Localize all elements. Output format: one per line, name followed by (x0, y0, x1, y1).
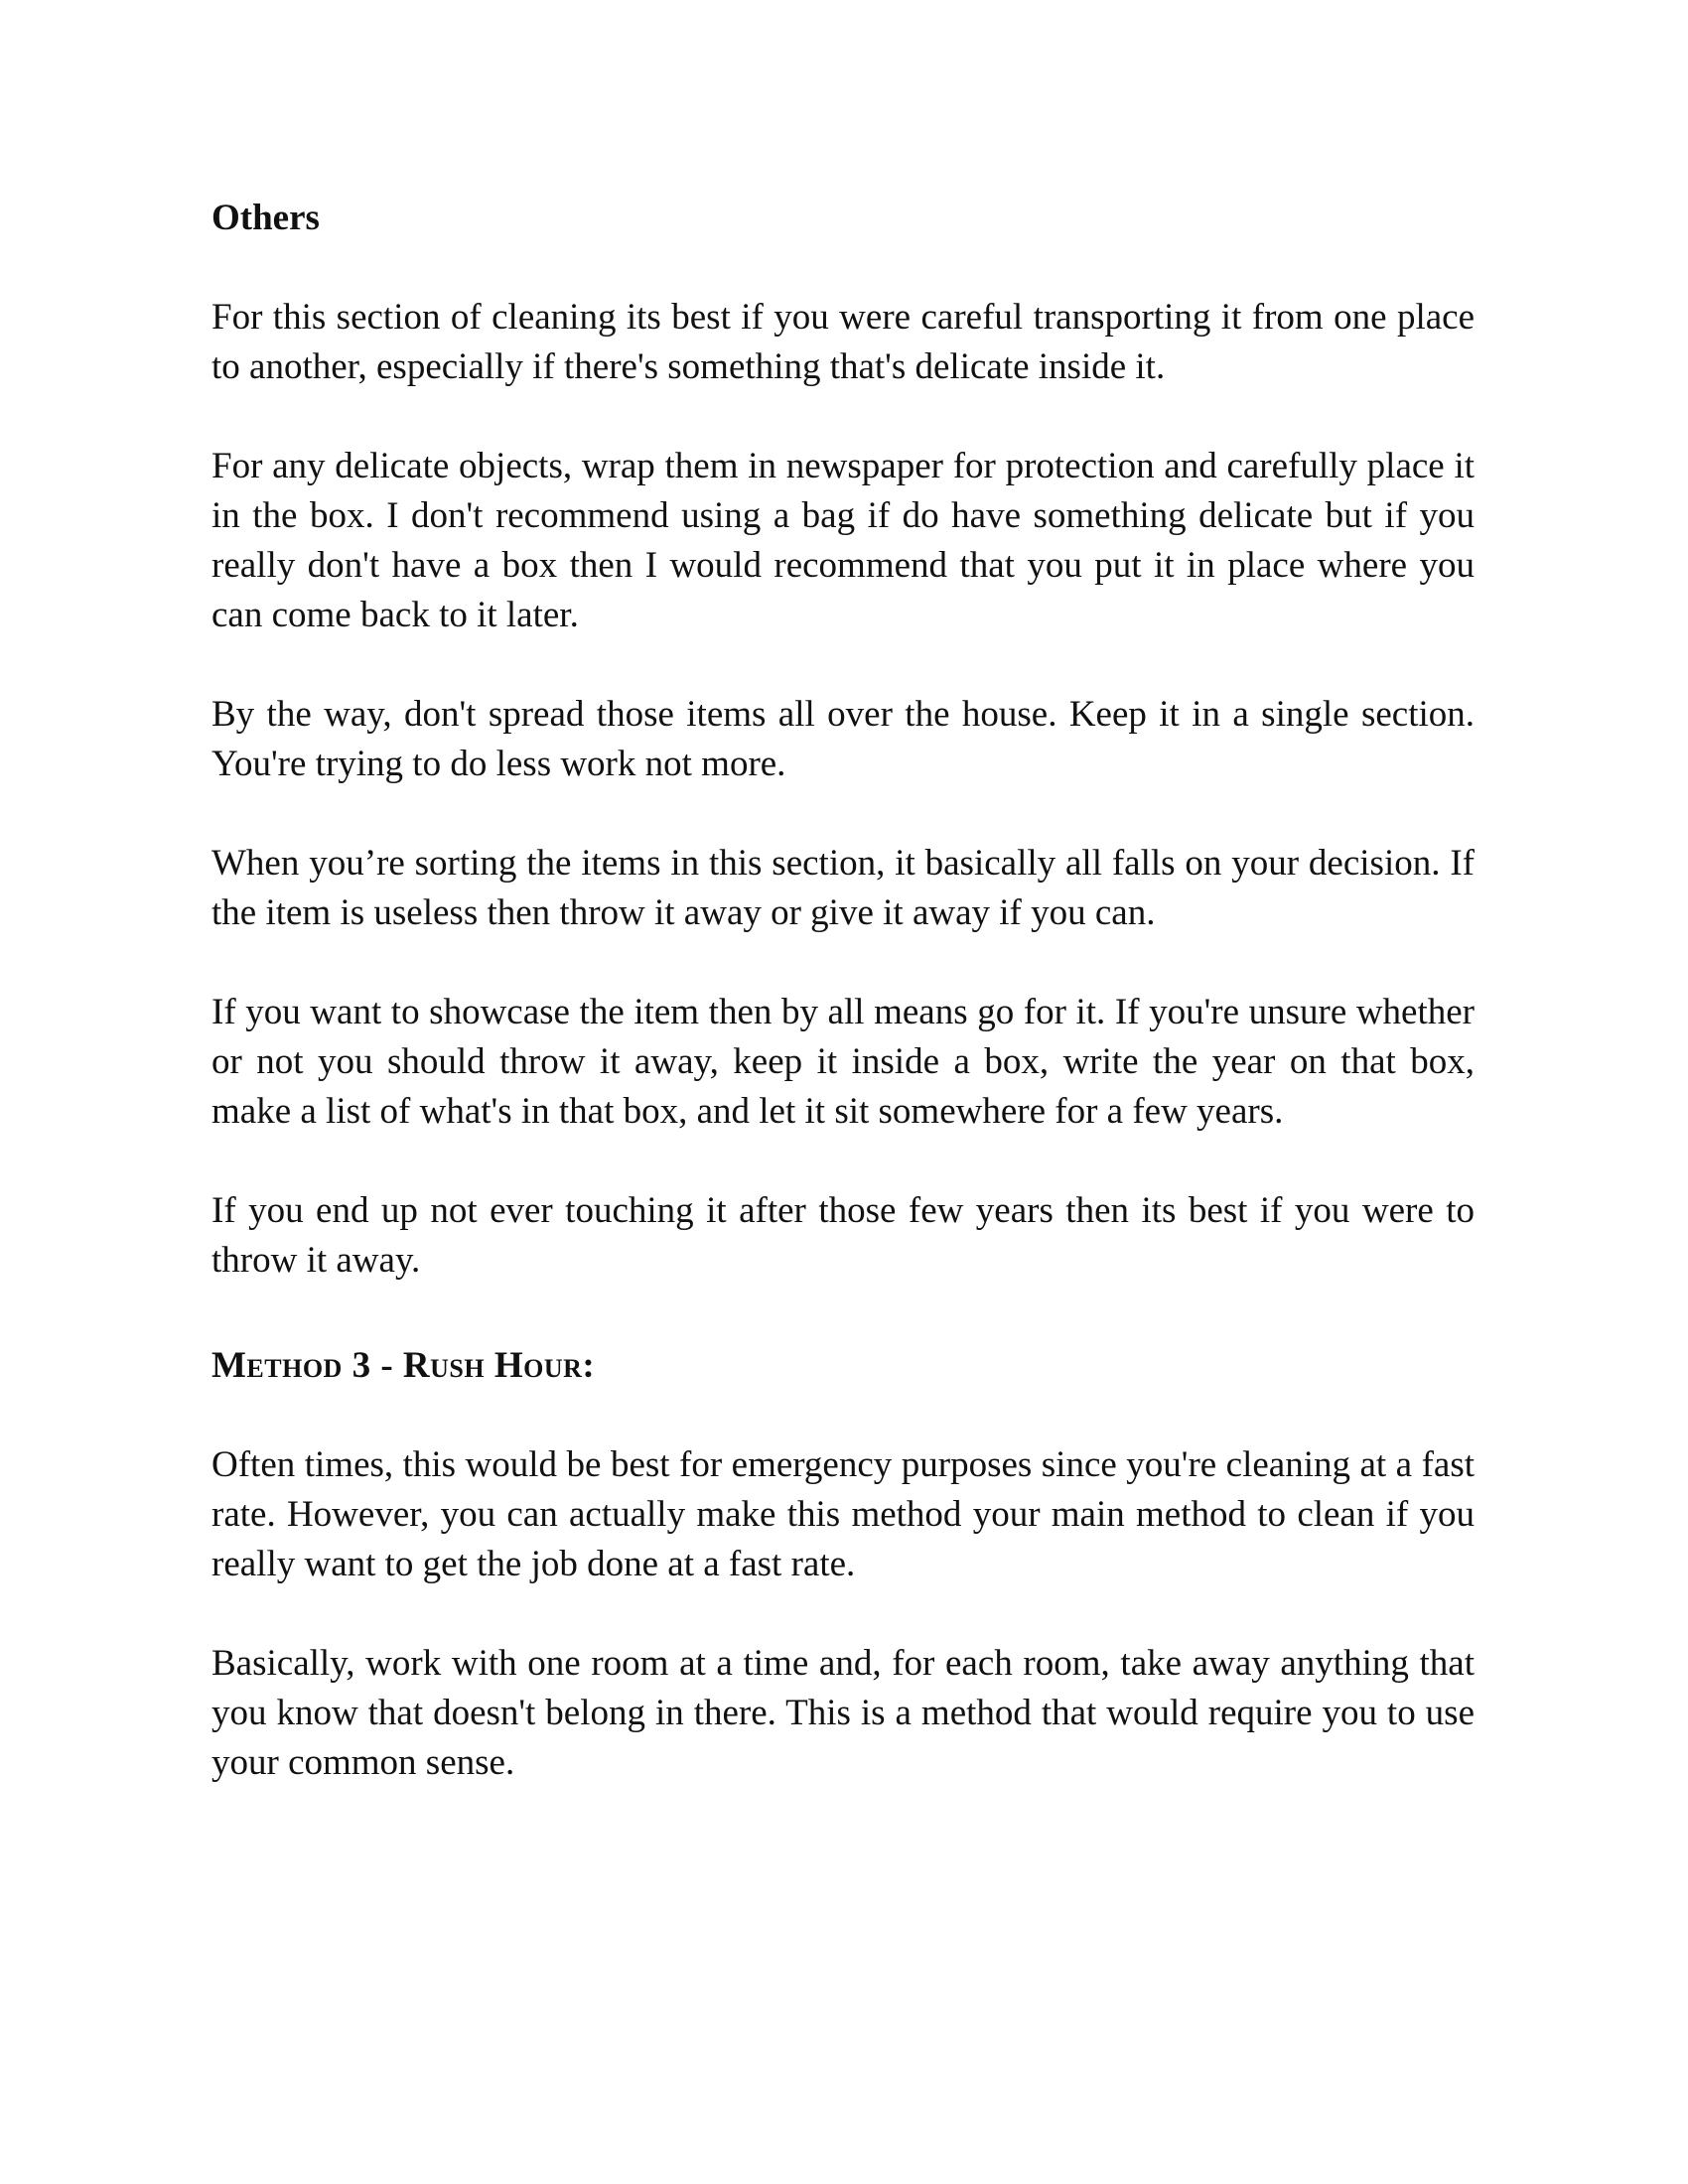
section-heading-others: Others (211, 198, 320, 238)
paragraph: Basically, work with one room at a time and, for each room, take away anything that you know that doesn't belong in there. This is a method that would require you to use your common sense. (211, 1643, 1475, 1783)
paragraph: If you end up not ever touching it after those few years then its best if you were to throw it away. (211, 1190, 1475, 1281)
paragraph: For any delicate objects, wrap them in newspaper for protection and carefully place it in the box. I don't recommend using a bag if do have something delicate but if you really don't have a box then I would recommend that you put it in place where you can come back to it later. (211, 446, 1475, 635)
paragraph: For this section of cleaning its best if you were careful transporting it from one place to another, especially if there's something that's delicate inside it. (211, 297, 1475, 387)
section-heading-method-3: Method 3 - Rush Hour: (211, 1345, 596, 1386)
paragraph: When you’re sorting the items in this section, it basically all falls on your decision. If the item is useless then throw it away or give it away if you can. (211, 843, 1475, 933)
paragraph: By the way, don't spread those items all over the house. Keep it in a single section. You're trying to do less work not more. (211, 694, 1475, 784)
document-page (211, 194, 1475, 1838)
paragraph: If you want to showcase the item then by all means go for it. If you're unsure whether or not you should throw it away, keep it inside a box, write the year on that box, make a list of what's in that box, and let it sit somewhere for a few years. (211, 992, 1475, 1132)
paragraph: Often times, this would be best for emergency purposes since you're cleaning at a fast rate. However, you can actually make this method your main method to clean if you really want to get the job done at a fast rate. (211, 1444, 1475, 1584)
